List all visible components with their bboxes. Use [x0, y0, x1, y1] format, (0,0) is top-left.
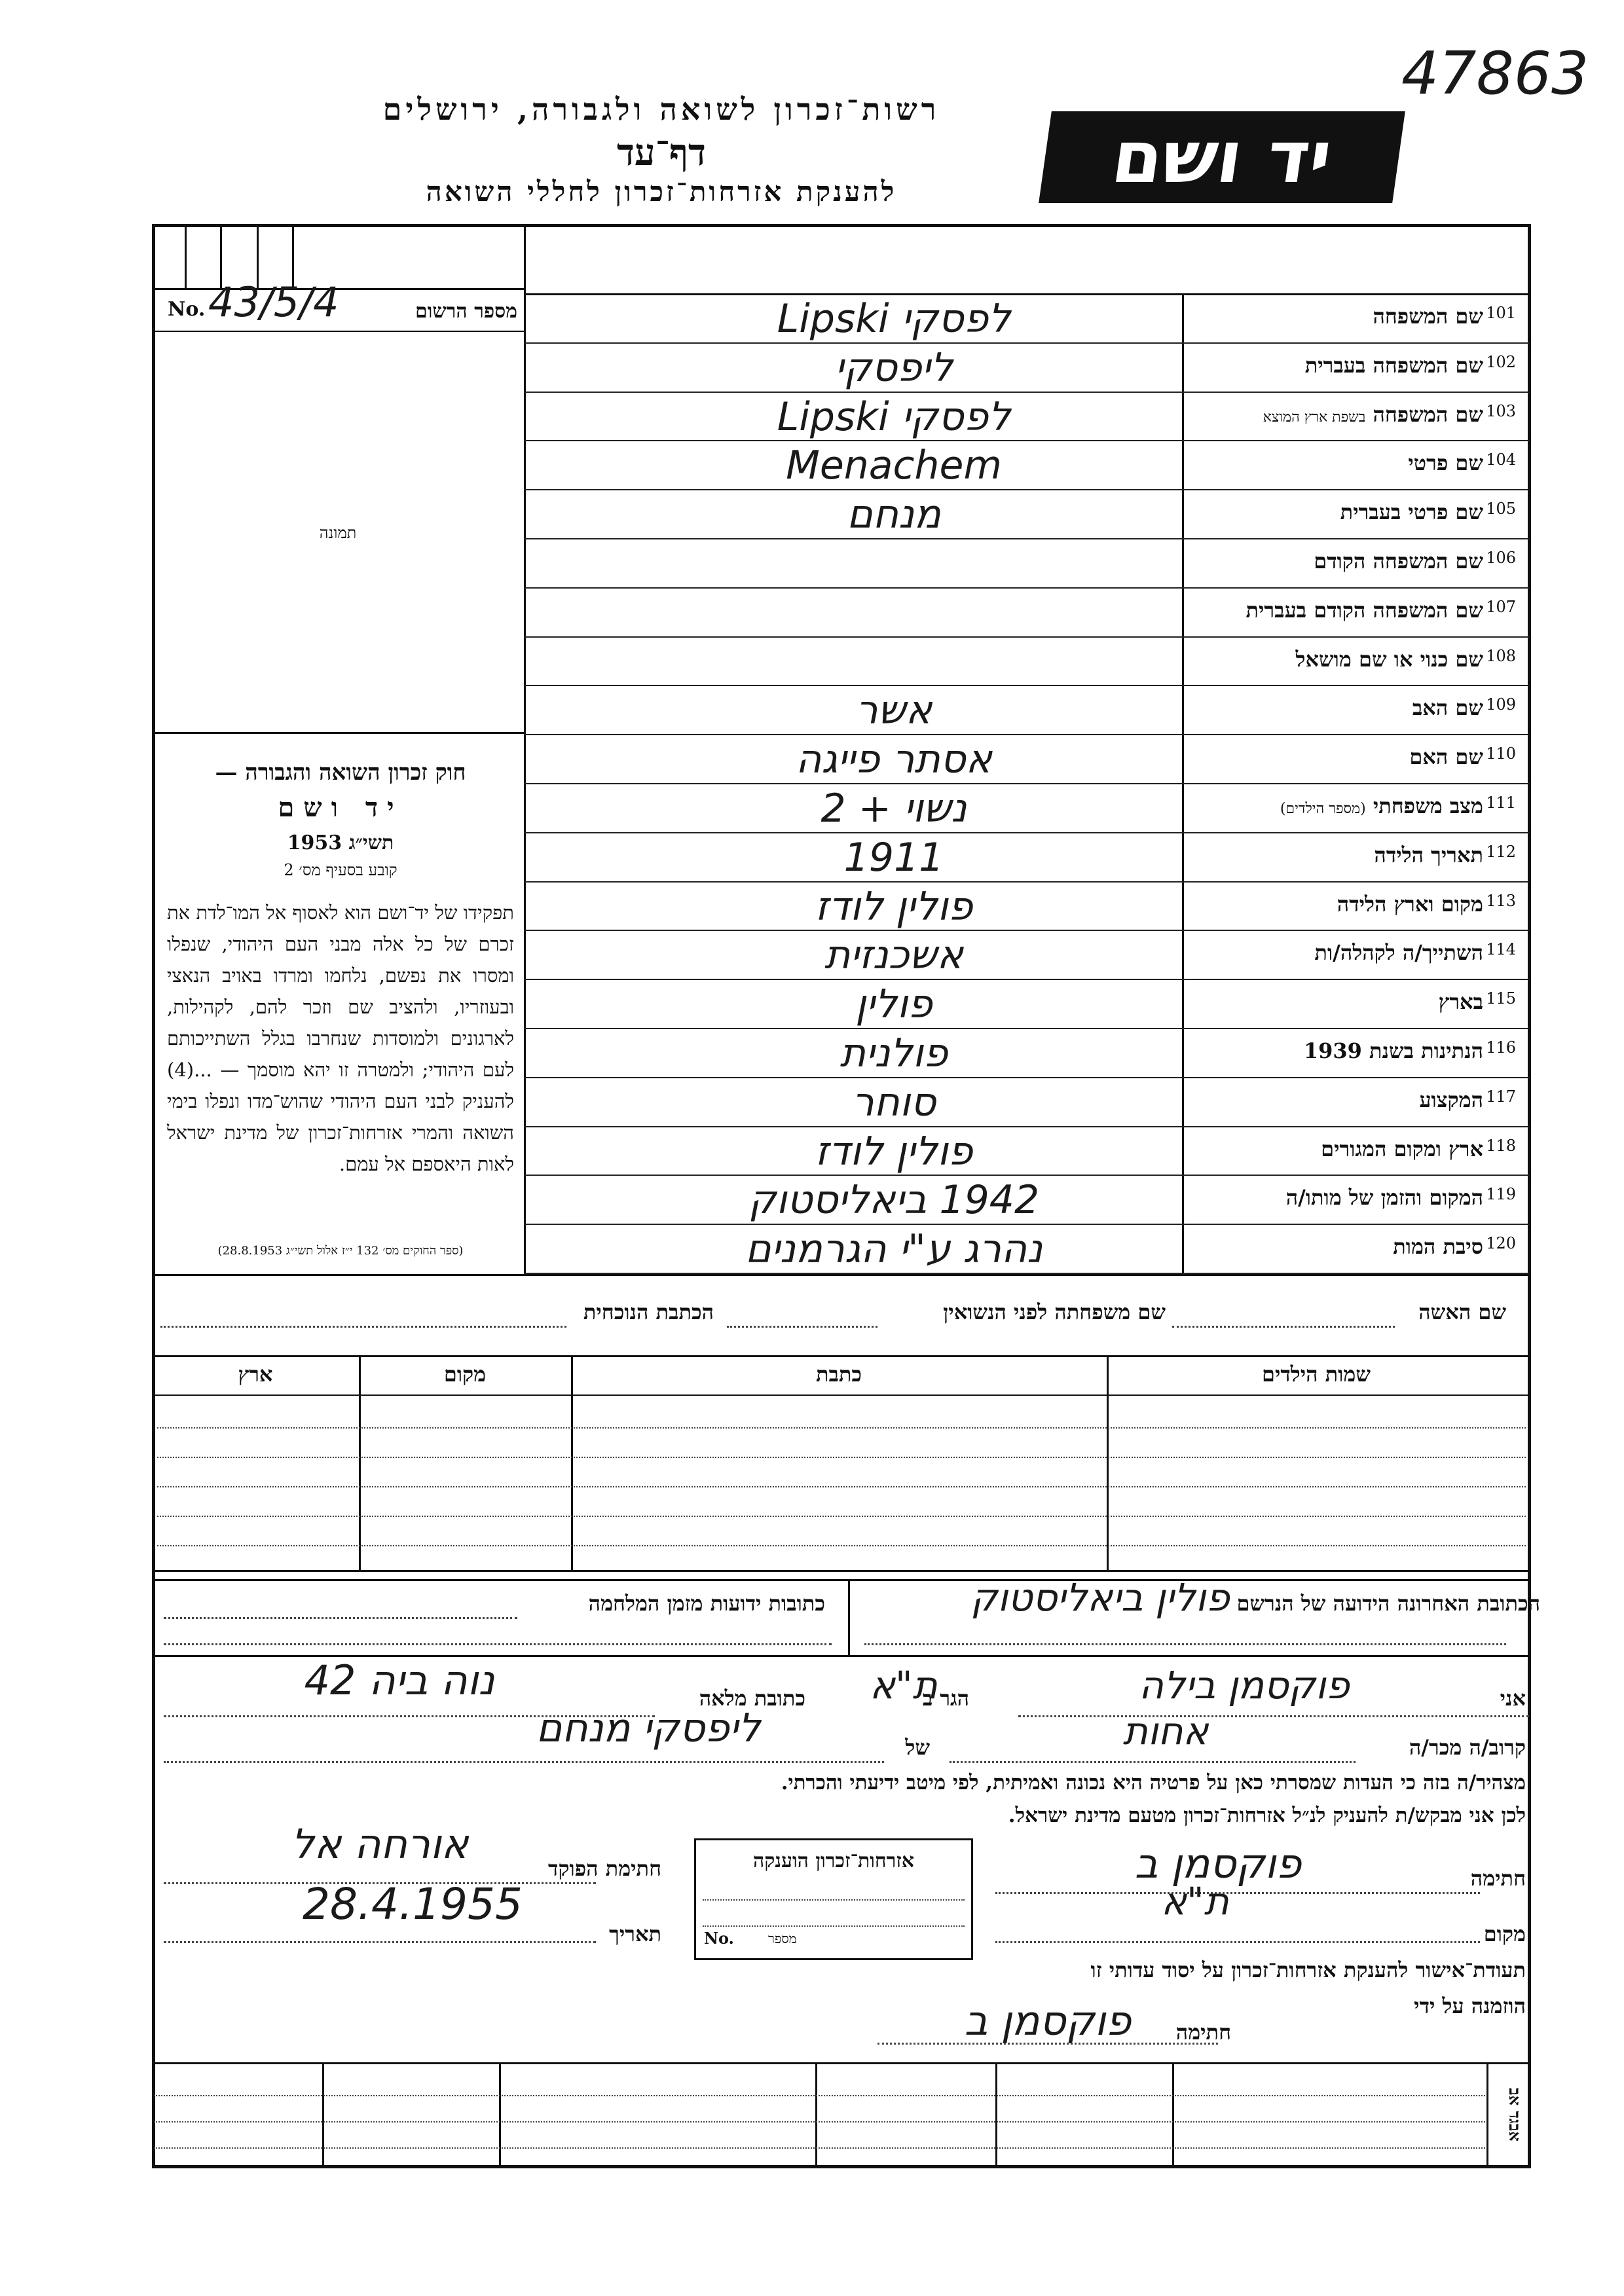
field-label-text: שם כנוי או שם מושאל [1295, 646, 1483, 672]
relation-label: קרוב/ה מכר/ה [1409, 1735, 1526, 1760]
field-row-105 [524, 490, 1529, 539]
of-name: ליפסקי מנחם [536, 1705, 761, 1751]
declarant-name: פוקסמן בילה [1139, 1663, 1350, 1707]
field-row-118 [524, 1127, 1529, 1176]
stamp-box-no-label: No. [704, 1929, 734, 1948]
field-row-114 [524, 931, 1529, 980]
stamp-box-number-label: מספר [768, 1931, 797, 1946]
field-value: פולנית [840, 1030, 948, 1076]
last-address-label: הכתובת האחרונה הידועה של הנרשם [1236, 1591, 1540, 1616]
law-title: חוק זכרון השואה והגבורה — [215, 759, 466, 786]
field-row-102 [524, 344, 1529, 393]
field-number: 105 [1486, 500, 1516, 519]
law-reference: (ספר החוקים מס׳ 132 י״ז אלול תשי״ג 28.8.1953) [217, 1244, 464, 1258]
field-label-note: (מספר הילדים) [1280, 801, 1366, 817]
wartime-address-field[interactable] [164, 1617, 517, 1619]
citizenship-stamp-box [694, 1838, 973, 1960]
field-label [1304, 1038, 1483, 1063]
field-label [1409, 744, 1483, 769]
official-signature-label: חתימת הפוקד [548, 1856, 661, 1881]
field-label-text: תאריך הלידה [1374, 842, 1483, 867]
field-label-text: המקצוע [1419, 1087, 1483, 1112]
field-value: Lipski לפסקי [777, 296, 1011, 342]
form-title: דף־עד [616, 131, 706, 174]
field-label [1337, 892, 1483, 917]
field-row-111 [524, 784, 1529, 833]
field-label [1314, 549, 1483, 574]
official-signature: אורחה אל [291, 1820, 469, 1868]
registration-number: 43/5/4 [208, 278, 339, 326]
field-number: 103 [1486, 401, 1516, 420]
field-row-115 [524, 980, 1529, 1029]
law-name: יד ושם [278, 792, 403, 823]
field-row-107 [524, 589, 1529, 638]
field-row-110 [524, 735, 1529, 784]
signature-label: חתימה [1470, 1866, 1526, 1891]
field-label-text: שם האם [1409, 744, 1483, 770]
children-row[interactable] [157, 1486, 1526, 1487]
field-label [1412, 695, 1483, 720]
certificate-signature-label: חתימה [1175, 2020, 1231, 2045]
field-value: נשוי + 2 [821, 786, 967, 831]
field-number: 115 [1486, 989, 1516, 1008]
field-value: פולין [855, 981, 932, 1028]
field-label [1246, 598, 1483, 623]
field-label [1374, 843, 1483, 867]
field-label-text: מקום וארץ הלידה [1337, 891, 1483, 917]
field-label [1296, 647, 1484, 672]
field-row-119 [524, 1176, 1529, 1225]
declarant-signature: פוקסמן ב [1134, 1840, 1302, 1887]
field-label-text: השתייך/ה לקהלה/ות [1314, 940, 1483, 966]
field-label-text: בארץ [1438, 989, 1483, 1015]
declarant-city: ת"א [870, 1663, 938, 1707]
declarant-place: ת"א [1161, 1879, 1229, 1923]
field-value: Menachem [786, 443, 1002, 489]
field-label-text: שם פרטי בעברית [1340, 500, 1483, 525]
field-value: אשר [855, 687, 932, 734]
photo-label: תמונה [319, 524, 357, 542]
field-label-text: סיבת המות [1393, 1234, 1483, 1260]
field-row-116 [524, 1029, 1529, 1078]
children-row[interactable] [157, 1545, 1526, 1546]
field-value: Lipski לפסקי [777, 393, 1011, 440]
field-value: סוחר [851, 1079, 936, 1125]
certificate-signature: פוקסמן ב [964, 1997, 1132, 2045]
field-number: 104 [1486, 450, 1516, 469]
field-number: 113 [1486, 891, 1516, 910]
maiden-name-label: שם משפחתה לפני הנשואין [943, 1300, 1166, 1324]
children-row[interactable] [157, 1457, 1526, 1458]
field-label-note: בשפת ארץ המוצא [1263, 409, 1366, 426]
wartime-address-label: כתובות ידועות מזמן המלחמה [588, 1591, 825, 1616]
resident-label: הגר ב [922, 1686, 969, 1711]
field-row-103 [524, 393, 1529, 442]
field-label-text: שם המשפחה [1373, 304, 1483, 329]
field-value: פולין לודז [815, 883, 973, 930]
law-body: תפקידו של יד־ושם הוא לאסוף אל המו־לדת את זכרם של כל אלה מבני העם היהודי, שנפלו ומסרו את נפשם, נלחמו ומרדו באויב הנאצי ובעוזריו, ולהציב שם וזכר להם, לקהילות, לארגונים ולמוסדות שנחרבו בגלל השתייכותם לעם היהודי; ולמטרה זו יהא מוסמך — ...(4) להעניק לבני העם היהודי שהוש־מדו ונפלו בימי השואה והמרי אזרחות־זכרון של מדינת ישראל לאות היאספם אל עמם. [167, 902, 514, 1175]
field-label [1314, 940, 1483, 965]
place-label: מקום [1483, 1922, 1526, 1946]
relation-value: אחות [1122, 1709, 1209, 1753]
field-label [1305, 353, 1483, 378]
children-place-header: מקום [443, 1362, 487, 1387]
field-label-text: שם המשפחה בעברית [1304, 352, 1483, 378]
field-label-text: שם המשפחה [1373, 401, 1483, 427]
date-label: תאריך [609, 1922, 661, 1946]
field-row-113 [524, 883, 1529, 932]
field-label [1373, 304, 1483, 329]
field-number: 120 [1486, 1234, 1516, 1253]
children-address-header: כתבת [815, 1362, 862, 1387]
field-number: 106 [1486, 549, 1516, 567]
footer-code: אבגד אב [1505, 2088, 1524, 2141]
field-row-120 [524, 1225, 1529, 1274]
maiden-name-field[interactable] [727, 1326, 877, 1328]
current-address-label: הכתבת הנוכחית [583, 1300, 714, 1324]
registration-no-label: No. [168, 298, 206, 321]
children-row[interactable] [157, 1516, 1526, 1517]
wife-label: שם האשה [1418, 1300, 1506, 1324]
field-row-109 [524, 686, 1529, 735]
field-label [1340, 500, 1483, 524]
field-value: אשכנזית [824, 932, 963, 979]
field-number: 112 [1486, 842, 1516, 861]
declaration-line-2: לכן אני מבקש/ת להעניק לנ״ל אזרחות־זכרון מטעם מדינת ישראל. [1008, 1804, 1526, 1827]
declarant-i-label: אני [1500, 1686, 1526, 1711]
field-label-text: שם האב [1412, 695, 1483, 721]
field-label [1408, 450, 1483, 475]
authority-title: רשות־זכרון לשואה ולגבורה, ירושלים [382, 92, 940, 127]
field-value: מנחם [847, 492, 941, 538]
field-number: 107 [1486, 597, 1516, 616]
field-number: 108 [1486, 646, 1516, 665]
last-address-value: פולין ביאליסטוק [970, 1575, 1230, 1620]
certificate-line-1: תעודת־אישור להענקת אזרחות־זכרון על יסוד עדותי זו [1090, 1958, 1526, 1982]
field-label [1419, 1087, 1483, 1112]
field-number: 109 [1486, 695, 1516, 714]
field-label [1393, 1234, 1483, 1259]
field-number: 118 [1486, 1136, 1516, 1155]
field-label-text: שם המשפחה הקודם [1314, 549, 1483, 574]
archive-number: 47863 [1401, 39, 1589, 108]
registration-label: מספר הרשום [415, 300, 517, 323]
field-value: פולין לודז [815, 1128, 973, 1175]
declaration-line-1: מצהיר/ה בזה כי העדות שמסרתי כאן על פרטיה היא נכונה ואמיתית, לפי מיטב ידיעתי והכרתי. [781, 1771, 1526, 1795]
field-number: 101 [1486, 304, 1516, 322]
yad-vashem-logo: יד ושם [1039, 111, 1405, 203]
current-address-field[interactable] [160, 1326, 566, 1328]
declarant-address: נוה ביה 42 [304, 1656, 495, 1704]
field-label-text: מצב משפחתי [1373, 793, 1483, 818]
field-value: 1942 ביאליסטוק [748, 1177, 1040, 1224]
field-label-text: ארץ ומקום המגורים [1321, 1136, 1483, 1161]
field-value: אסתר פייגה [796, 737, 992, 783]
law-clause: קובע בסעיף מס׳ 2 [284, 861, 397, 879]
field-row-101 [524, 295, 1529, 344]
field-row-104 [524, 441, 1529, 490]
certificate-line-2: הוזמנה על ידי [1414, 1994, 1526, 2018]
stamp-box-title: אזרחות־זכרון הוענקה [752, 1850, 915, 1872]
field-number: 119 [1486, 1185, 1516, 1204]
wife-field[interactable] [1172, 1326, 1395, 1328]
field-label [1280, 793, 1483, 818]
field-number: 102 [1486, 352, 1516, 371]
field-row-106 [524, 539, 1529, 589]
field-label [1439, 989, 1483, 1014]
children-row[interactable] [157, 1427, 1526, 1429]
official-date: 28.4.1955 [303, 1879, 523, 1929]
field-label-text: המקום והזמן של מותו/ה [1285, 1185, 1483, 1211]
field-row-112 [524, 833, 1529, 883]
field-number: 116 [1486, 1038, 1516, 1057]
field-row-117 [524, 1078, 1529, 1127]
field-label [1263, 402, 1483, 427]
field-value: 1911 [843, 834, 944, 881]
field-value: ליפסקי [835, 344, 953, 391]
field-row-108 [524, 638, 1529, 687]
children-country-header: ארץ [238, 1362, 273, 1387]
field-value: נהרג ע"י הגרמנים [745, 1226, 1043, 1273]
field-number: 110 [1486, 744, 1516, 763]
full-address-label: כתובת מלאה [699, 1686, 805, 1711]
field-label [1321, 1137, 1483, 1161]
field-number: 114 [1486, 940, 1516, 959]
field-label-text: שם המשפחה הקודם בעברית [1246, 597, 1483, 623]
field-number: 117 [1486, 1087, 1516, 1106]
field-label-text: הנתינות בשנת 1939 [1303, 1038, 1483, 1063]
field-number: 111 [1486, 793, 1516, 812]
children-names-header: שמות הילדים [1262, 1362, 1371, 1387]
field-label [1286, 1185, 1483, 1210]
field-label-text: שם פרטי [1408, 450, 1483, 476]
law-year: תשי״ג 1953 [287, 831, 394, 854]
of-label: של [905, 1735, 930, 1760]
form-subtitle: להענקת אזרחות־זכרון לחללי השואה [426, 175, 897, 208]
